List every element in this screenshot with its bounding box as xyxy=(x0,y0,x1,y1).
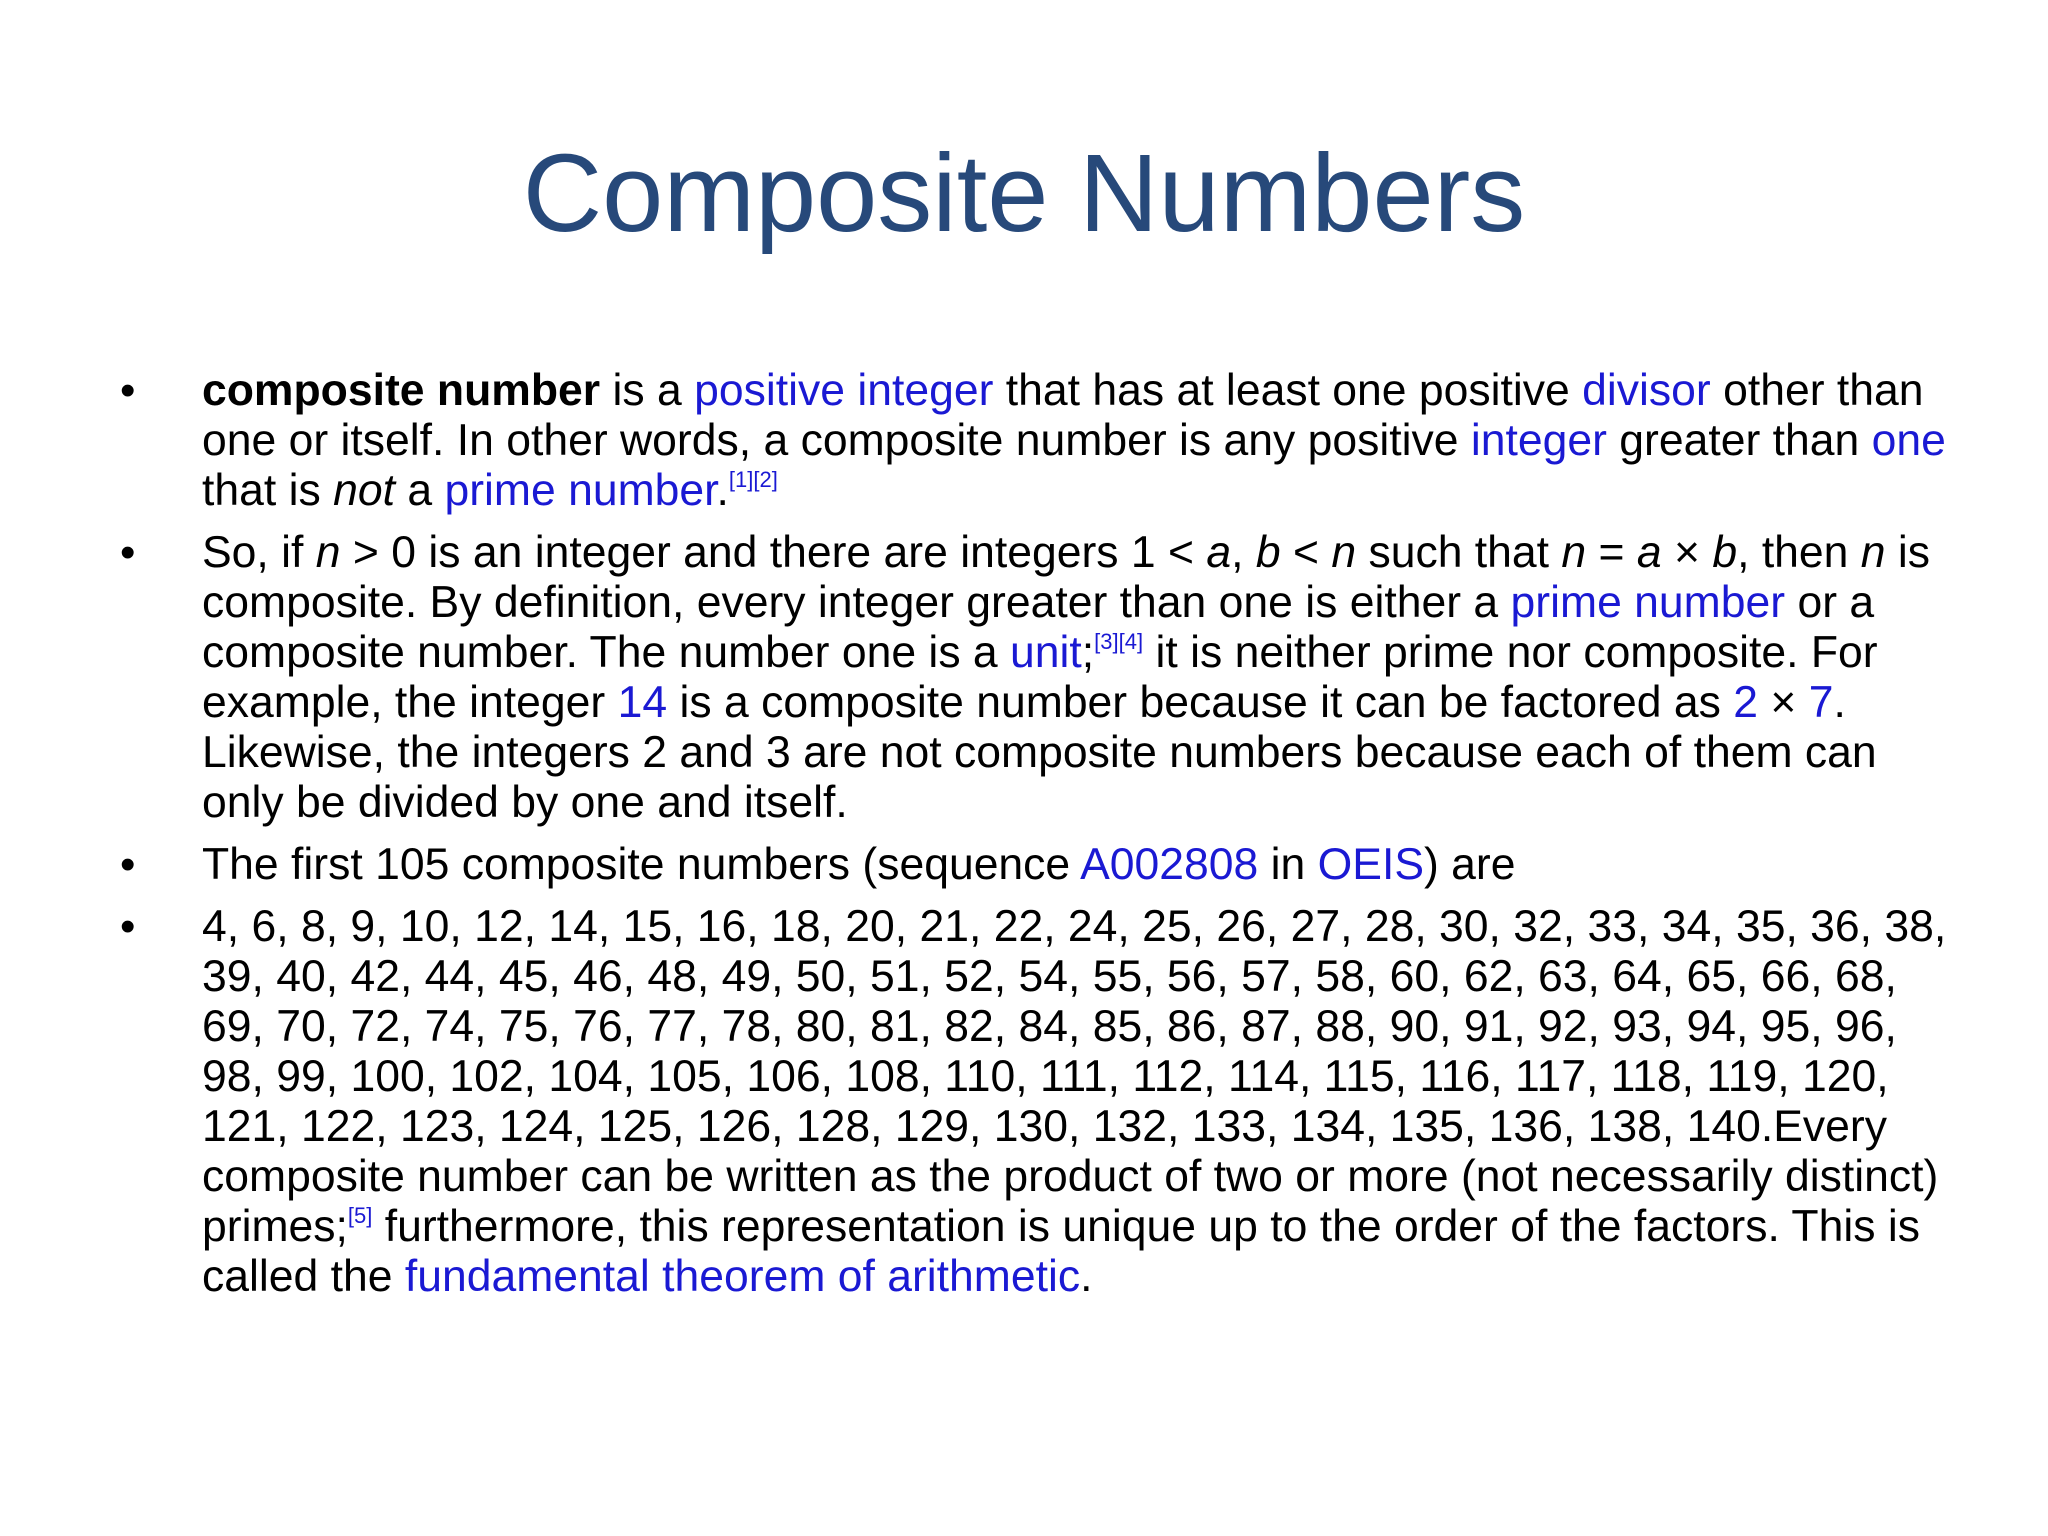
text: such that xyxy=(1356,528,1562,577)
text: < xyxy=(1280,528,1332,577)
emphasis-not: not xyxy=(333,466,395,515)
bullet-marker: • xyxy=(120,840,136,889)
slide-title: Composite Numbers xyxy=(522,132,1526,255)
link-oeis[interactable]: OEIS xyxy=(1317,840,1424,889)
reference-3-4[interactable]: [3][4] xyxy=(1094,629,1144,654)
var-n: n xyxy=(1331,528,1357,577)
var-n: n xyxy=(1860,528,1886,577)
link-unit[interactable]: unit xyxy=(1010,628,1082,677)
reference-1-2[interactable]: [1][2] xyxy=(728,467,778,492)
link-2[interactable]: 2 xyxy=(1733,678,1758,727)
text: . Likewise, the integers 2 and 3 are not composite numbers because each of them can only be divided by one and itself. xyxy=(202,678,1877,827)
bullet-sequence-intro xyxy=(116,840,1948,890)
text: a xyxy=(394,466,445,515)
text: in xyxy=(1258,840,1318,889)
text: , then xyxy=(1737,528,1861,577)
text: greater than xyxy=(1606,416,1872,465)
text: . xyxy=(1080,1252,1093,1301)
link-divisor[interactable]: divisor xyxy=(1582,366,1711,415)
text: that is xyxy=(202,466,334,515)
reference-5[interactable]: [5] xyxy=(347,1203,373,1228)
text: So, if xyxy=(202,528,316,577)
text: = xyxy=(1586,528,1637,577)
bullet-sequence-list xyxy=(116,902,1948,1302)
link-7[interactable]: 7 xyxy=(1808,678,1834,727)
bullet-explanation xyxy=(116,528,1948,828)
text: is a composite number because it can be factored as xyxy=(667,678,1734,727)
text: ) are xyxy=(1424,840,1516,889)
link-prime-number[interactable]: prime number xyxy=(444,466,717,515)
term-composite-number: composite number xyxy=(202,366,601,415)
text: 4, 6, 8, 9, 10, 12, 14, 15, 16, 18, 20, 21, 22, 24, 25, 26, 27, 28, 30, 32, 33, 34, 35, 36, 38, 39, 40, 42, 44, 45, 46, 48, 49, 50, 51, 52, 54, 55, 56, 57, 58, 60, 62, 63, 64, 65, 66, 68, 69, 70, 72, 74, 75, 76, 77, 78, 80, 81, 82, 84, 85, 86, 87, 88, 90, 91, 92, 93, 94, 95, 96, 98, 99, 100, 102, 104, 105, 106, 108, 110, 111, 112, 114, 115, 116, 117, 118, 119, 120, 121, 122, 123, 124, 125, 126, 128, 129, 130, 132, 133, 134, 135, 136, 138, 140.Every composite number can be written as the product of two or more (not necessarily distinct) primes; xyxy=(202,902,1947,1251)
bullet-definition xyxy=(116,366,1948,516)
text: that has at least one positive xyxy=(993,366,1583,415)
text: . xyxy=(716,466,729,515)
text: × xyxy=(1661,528,1713,577)
text: The first 105 composite numbers (sequence xyxy=(202,840,1081,889)
link-prime-number[interactable]: prime number xyxy=(1510,578,1786,627)
link-fundamental-theorem-of-arithmetic[interactable]: fundamental theorem of arithmetic xyxy=(404,1252,1081,1301)
var-b: b xyxy=(1255,528,1281,577)
text: furthermore, this representation is unique up to the order of the factors. This is called the xyxy=(202,1202,1920,1301)
link-one[interactable]: one xyxy=(1871,416,1946,465)
text: is a xyxy=(600,366,695,415)
link-positive-integer[interactable]: positive integer xyxy=(694,366,994,415)
bullet-marker: • xyxy=(120,528,136,577)
text: other than one or itself. In other words, a composite number is any positive xyxy=(202,366,1924,465)
text: , xyxy=(1231,528,1256,577)
var-n: n xyxy=(1561,528,1587,577)
var-n: n xyxy=(315,528,341,577)
link-14[interactable]: 14 xyxy=(617,678,668,727)
bullet-list xyxy=(116,366,1948,1314)
link-integer[interactable]: integer xyxy=(1470,416,1607,465)
var-a: a xyxy=(1206,528,1232,577)
bullet-marker: • xyxy=(120,366,136,415)
text: × xyxy=(1757,678,1809,727)
link-a002808[interactable]: A002808 xyxy=(1080,840,1259,889)
var-a: a xyxy=(1636,528,1662,577)
text: ; xyxy=(1081,628,1095,677)
text: is composite. By definition, every integer greater than one is either a xyxy=(202,528,1931,627)
text: it is neither prime nor composite. For example, the integer xyxy=(202,628,1878,727)
var-b: b xyxy=(1712,528,1738,577)
text: or a composite number. The number one is a xyxy=(202,578,1875,677)
text: > 0 is an integer and there are integers 1 < xyxy=(340,528,1207,577)
bullet-marker: • xyxy=(120,902,136,951)
